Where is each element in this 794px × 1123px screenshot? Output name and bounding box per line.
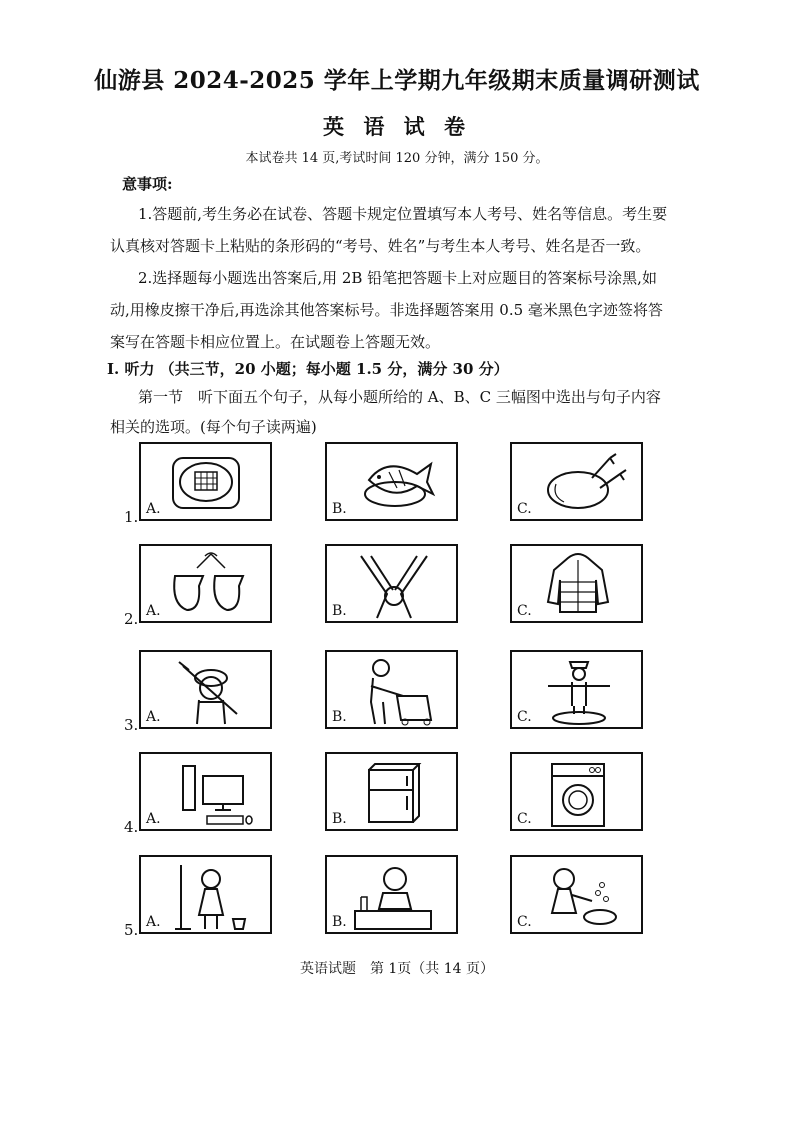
exam-title: 仙游县 2024-2025 学年上学期九年级期末质量调研测试 (94, 67, 700, 94)
option-box[interactable] (139, 752, 272, 831)
washing-machine-icon (512, 754, 645, 833)
roast-chicken-icon (512, 444, 645, 523)
option-label: C. (517, 709, 532, 725)
option-label: C. (517, 914, 532, 930)
option-box[interactable] (510, 650, 643, 729)
option-box[interactable] (139, 544, 272, 623)
exam-info: 本试卷共 14 页,考试时间 120 分钟，满分 150 分。 (245, 151, 549, 166)
traffic-police-icon (512, 652, 645, 731)
option-label: A. (146, 603, 161, 619)
option-label: A. (146, 709, 161, 725)
section-heading: I. 听力 （共三节，20 小题；每小题 1.5 分，满分 30 分） (107, 360, 509, 378)
notice-item-2: 2.选择题每小题选出答案后,用 2B 铅笔把答题卡上对应题目的答案标号涂黑,如动,用橡皮擦干净后,再选涂其他答案标号。非选择题答案用 0.5 毫米黑色字迹签将答案写在答题卡相应位置上。在试题卷上答题无效。 (110, 269, 663, 351)
down-jacket-icon (512, 546, 645, 625)
option-box[interactable] (139, 855, 272, 934)
option-label: B. (332, 501, 347, 517)
option-box[interactable] (139, 650, 272, 729)
girl-cooking-icon (327, 857, 460, 936)
option-box[interactable] (325, 544, 458, 623)
part1-instructions: 第一节 听下面五个句子，从每小题所给的 A、B、C 三幅图中选出与句子内容相关的选项。(每个句子读两遍) (110, 388, 661, 436)
option-label: A. (146, 914, 161, 930)
option-box[interactable] (510, 752, 643, 831)
option-label: B. (332, 914, 347, 930)
scarf-icon (327, 546, 460, 625)
option-box[interactable] (325, 855, 458, 934)
question-number: 5. (124, 921, 139, 939)
page-footer: 英语试题 第 1页（共 14 页） (299, 961, 495, 977)
option-box[interactable] (510, 544, 643, 623)
fish-plate-icon (327, 444, 460, 523)
question-number: 3. (124, 716, 139, 734)
street-cleaner-icon (327, 652, 460, 731)
option-label: A. (146, 501, 161, 517)
option-box[interactable] (325, 442, 458, 521)
fridge-icon (327, 754, 460, 833)
option-label: C. (517, 501, 532, 517)
notice-item-1: 1.答题前,考生务必在试卷、答题卡规定位置填写本人考号、姓名等信息。考生要认真核对答题卡上粘贴的条形码的“考号、姓名”与考生本人考号、姓名是否一致。 (110, 205, 668, 255)
option-label: B. (332, 811, 347, 827)
notice-heading: 意事项: (122, 175, 173, 193)
option-box[interactable] (325, 752, 458, 831)
exam-subtitle: 英 语 试 卷 (323, 114, 471, 139)
option-label: C. (517, 603, 532, 619)
question-number: 2. (124, 610, 139, 628)
question-number: 4. (124, 818, 139, 836)
option-box[interactable] (510, 855, 643, 934)
option-box[interactable] (325, 650, 458, 729)
option-box[interactable] (139, 442, 272, 521)
option-label: B. (332, 709, 347, 725)
question-number: 1. (124, 508, 139, 526)
girl-feeding-icon (512, 857, 645, 936)
option-box[interactable] (510, 442, 643, 521)
option-label: B. (332, 603, 347, 619)
option-label: A. (146, 811, 161, 827)
option-label: C. (517, 811, 532, 827)
